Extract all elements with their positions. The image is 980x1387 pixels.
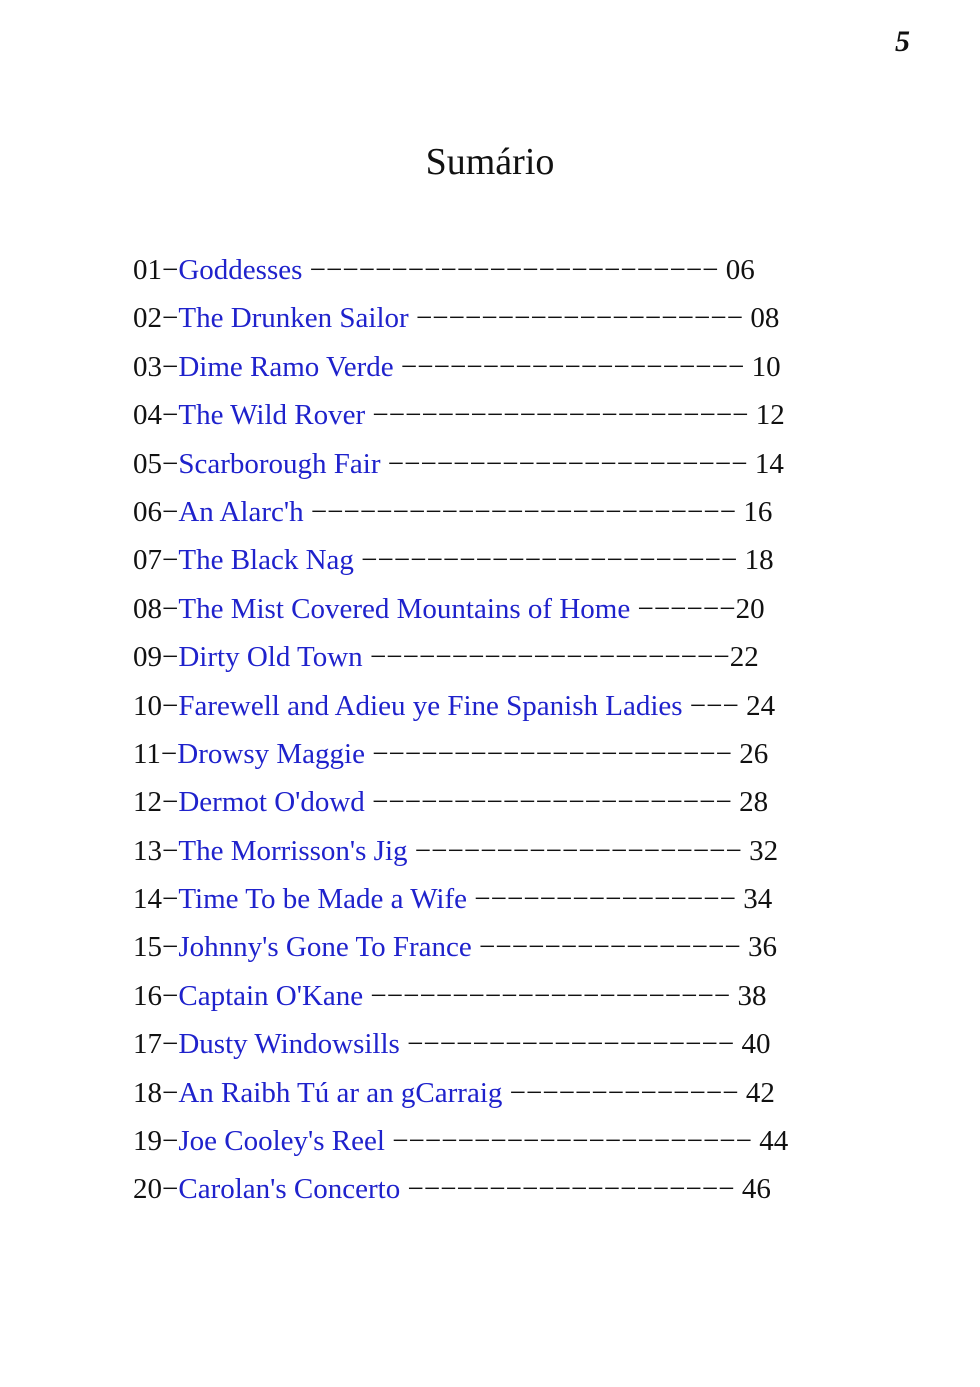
toc-entry-title-link[interactable]: Scarborough Fair (178, 447, 381, 480)
toc-entry-dot-leader: −−−−−− (630, 592, 736, 625)
page-number: 5 (895, 25, 910, 58)
toc-entry-number: 09− (133, 641, 179, 674)
toc-entry-dot-leader: −−−−−−−−−−−−−−−−−−−− (399, 1028, 742, 1061)
toc-entry-number: 08− (133, 592, 179, 625)
toc-entry-page-number: 24 (746, 689, 776, 722)
toc-entry-page-number: 34 (743, 883, 773, 916)
toc-entry-page-number: 28 (739, 786, 769, 819)
toc-entry-page-number: 44 (759, 1125, 789, 1158)
toc-entry-dot-leader: −−−−−−−−−−−−−−−−−−−−−−− (365, 399, 756, 432)
toc-entry (133, 1165, 913, 1213)
toc-entry-title-link[interactable]: Dermot O'dowd (178, 786, 365, 819)
toc-entry (133, 391, 913, 439)
toc-entry (133, 488, 913, 536)
toc-entry-number: 04− (133, 399, 179, 432)
toc-entry-number: 06− (133, 495, 179, 528)
toc-entry (133, 730, 913, 778)
toc-entry-page-number: 22 (729, 641, 759, 674)
toc-entry-dot-leader: −−−−−−−−−−−−−−−−−−−− (407, 834, 750, 867)
table-of-contents (133, 246, 913, 1214)
toc-entry-page-number: 06 (725, 254, 755, 286)
toc-entry-number: 16− (133, 979, 179, 1012)
toc-entry-number: 20− (133, 1173, 179, 1206)
toc-entry (133, 1069, 913, 1117)
toc-entry (133, 343, 913, 391)
toc-entry-title-link[interactable]: An Alarc'h (178, 495, 304, 528)
toc-entry-number: 14− (133, 883, 179, 916)
toc-entry (133, 1020, 913, 1068)
toc-entry-title-link[interactable]: Dirty Old Town (178, 641, 363, 674)
toc-entry-number: 03− (133, 350, 179, 383)
toc-entry-page-number: 20 (735, 592, 765, 625)
toc-entry-title-link[interactable]: An Raibh Tú ar an gCarraig (178, 1076, 503, 1109)
toc-entry-title-link[interactable]: Joe Cooley's Reel (178, 1125, 385, 1158)
toc-entry-title-link[interactable]: The Black Nag (178, 544, 354, 577)
toc-entry (133, 294, 913, 342)
toc-entry-title-link[interactable]: Goddesses (178, 254, 303, 286)
toc-entry-title-link[interactable]: Johnny's Gone To France (178, 931, 472, 964)
toc-entry (133, 585, 913, 633)
toc-entry (133, 827, 913, 875)
toc-entry-dot-leader: −−−−−−−−−−−−−− (502, 1076, 746, 1109)
toc-entry-title-link[interactable]: Drowsy Maggie (177, 737, 365, 770)
toc-entry-dot-leader: −−−−−−−−−−−−−−−−−−−−−−− (353, 544, 745, 577)
toc-entry-number: 02− (133, 302, 179, 335)
toc-entry-number: 11− (133, 737, 178, 770)
toc-entry-number: 15− (133, 931, 179, 964)
toc-entry-page-number: 40 (741, 1028, 771, 1061)
toc-entry-page-number: 38 (737, 979, 767, 1012)
toc-entry (133, 633, 913, 681)
toc-entry-page-number: 12 (755, 399, 785, 432)
toc-entry-number: 10− (133, 689, 179, 722)
toc-entry-dot-leader: −−−−−−−−−−−−−−−−−−−− (408, 302, 751, 335)
toc-entry-dot-leader: −−−−−−−−−−−−−−−−−−−−−− (364, 786, 740, 819)
toc-entry-title-link[interactable]: The Wild Rover (178, 399, 366, 432)
toc-entry-dot-leader: −−−−−−−−−−−−−−−−−−−−−− (363, 979, 738, 1012)
toc-entry (133, 440, 913, 488)
toc-entry-number: 18− (133, 1076, 179, 1109)
toc-entry-dot-leader: −−−−−−−−−−−−−−−−−−−−−−−−− (302, 254, 726, 286)
toc-entry-page-number: 32 (749, 834, 779, 867)
toc-entry (133, 682, 913, 730)
toc-entry-page-number: 26 (739, 737, 769, 770)
toc-entry-page-number: 36 (747, 931, 777, 964)
toc-entry-number: 17− (133, 1028, 179, 1061)
toc-entry-title-link[interactable]: The Mist Covered Mountains of Home (178, 592, 631, 625)
toc-entry-dot-leader: −−−−−−−−−−−−−−−−−−−−− (393, 350, 752, 383)
page-title: Sumário (425, 141, 555, 183)
toc-entry-number: 12− (133, 786, 179, 819)
toc-entry-page-number: 18 (744, 544, 774, 577)
toc-entry-dot-leader: −−−−−−−−−−−−−−−− (471, 931, 748, 964)
toc-entry-dot-leader: −−−−−−−−−−−−−−−−−−−−−− (362, 641, 730, 674)
toc-entry-page-number: 42 (745, 1076, 775, 1109)
toc-entry-dot-leader: −−−−−−−−−−−−−−−−−−−−−− (384, 1125, 760, 1158)
toc-entry-title-link[interactable]: Carolan's Concerto (178, 1173, 401, 1206)
toc-entry-dot-leader: −−−−−−−−−−−−−−−−−−−−−−−−−− (303, 495, 744, 528)
toc-entry-page-number: 46 (741, 1173, 771, 1206)
toc-entry (133, 875, 913, 923)
toc-entry-page-number: 14 (754, 447, 784, 480)
toc-entry-title-link[interactable]: Captain O'Kane (178, 979, 364, 1012)
toc-entry-dot-leader: −−−−−−−−−−−−−−−− (467, 883, 744, 916)
toc-entry-number: 05− (133, 447, 179, 480)
toc-entry-title-link[interactable]: The Morrisson's Jig (178, 834, 408, 867)
toc-entry-number: 07− (133, 544, 179, 577)
toc-entry (133, 972, 913, 1020)
toc-entry (133, 778, 913, 826)
toc-entry-page-number: 16 (743, 495, 773, 528)
toc-entry (133, 923, 913, 971)
toc-entry-dot-leader: −−− (682, 689, 747, 722)
toc-entry (133, 1117, 913, 1165)
toc-entry (133, 246, 913, 294)
toc-entry-number: 19− (133, 1125, 179, 1158)
toc-entry-title-link[interactable]: Farewell and Adieu ye Fine Spanish Ladies (178, 689, 683, 722)
toc-entry-number: 13− (133, 834, 179, 867)
toc-entry-page-number: 10 (751, 350, 781, 383)
toc-entry-title-link[interactable]: Dime Ramo Verde (178, 350, 394, 383)
toc-entry-number: 01− (133, 254, 179, 286)
toc-entry-title-link[interactable]: Time To be Made a Wife (178, 883, 467, 916)
toc-entry-dot-leader: −−−−−−−−−−−−−−−−−−−− (400, 1173, 742, 1206)
toc-entry-title-link[interactable]: The Drunken Sailor (178, 302, 409, 335)
toc-entry-dot-leader: −−−−−−−−−−−−−−−−−−−−−− (364, 737, 740, 770)
toc-entry-dot-leader: −−−−−−−−−−−−−−−−−−−−−− (380, 447, 755, 480)
toc-entry-title-link[interactable]: Dusty Windowsills (178, 1028, 400, 1061)
toc-entry (133, 536, 913, 584)
toc-entry-page-number: 08 (750, 302, 780, 335)
